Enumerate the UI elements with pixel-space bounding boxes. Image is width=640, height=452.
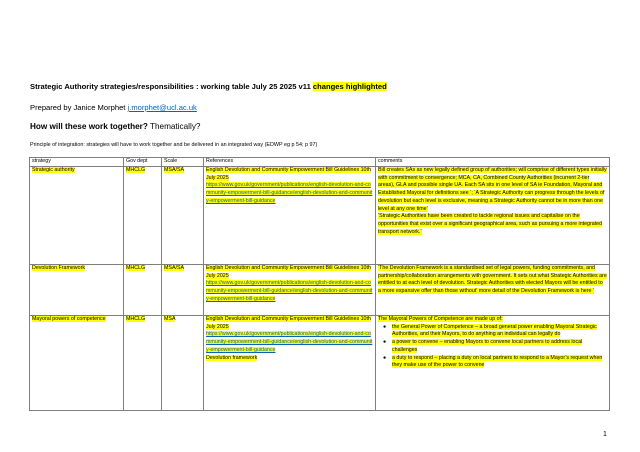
- cell-references: [204, 265, 376, 316]
- bullet-icon: ●: [383, 339, 387, 346]
- table-row: [30, 265, 610, 316]
- ref-title: English Devolution and Community Empowerment Bill Guidelines 10th July 2025: [206, 167, 371, 181]
- comment-bullet-list: [378, 324, 607, 370]
- cell-strategy: Strategic authority: [30, 167, 124, 265]
- ref-title: English Devolution and Community Empowerment Bill Guidelines 10th July 2025: [206, 265, 371, 279]
- table-row: [30, 167, 610, 265]
- ref-extra: Devolution framework: [206, 354, 258, 361]
- bullet-icon: ●: [383, 323, 387, 330]
- cell-strategy: Devolution Framework: [30, 265, 124, 316]
- header-scale: Scale: [162, 158, 204, 167]
- document-title: [30, 82, 387, 91]
- title-highlight: changes highlighted: [312, 82, 387, 91]
- cell-comments: [376, 167, 610, 265]
- ref-title: English Devolution and Community Empowerment Bill Guidelines 10th July 2025: [206, 316, 371, 330]
- ref-link[interactable]: https://www.gov.uk/government/publications/english-devolution-and-community-empowerment-bill-guidance/english-devolution-and-community-empowerment-bill-guidance: [206, 331, 373, 353]
- prepared-by-text: Prepared by Janice Morphet: [30, 103, 128, 112]
- strategies-table: [29, 157, 610, 411]
- ref-link[interactable]: https://www.gov.uk/government/publications/english-devolution-and-community-empowerment-bill-guidance/english-devolution-and-community-empowerment-bill-guidance: [206, 182, 373, 204]
- comment-intro: The Mayoral Powers of Competence are made up of:: [378, 316, 503, 322]
- comment-paragraph: ‘The Devolution Framework is a standardised set of legal powers, funding commitments, and partnership/collaboration arrangements with government. It sets out what Strategic Authorities are entitled to at each level of devolution. Strategic Authorities with elected Mayors will be entitled to a more expansive offer than those without’ more detail of the Devolution Framework is here ‘: [378, 265, 607, 295]
- cell-comments: [376, 265, 610, 316]
- cell-comments: [376, 316, 610, 411]
- table-header-row: [30, 158, 610, 167]
- table-row: [30, 316, 610, 411]
- header-comments: comments: [376, 158, 610, 167]
- cell-dept: MHCLG: [124, 265, 162, 316]
- section-heading-bold: How will these work together?: [30, 122, 148, 131]
- header-gov-dept: Gov dept: [124, 158, 162, 167]
- bullet-icon: ●: [383, 354, 387, 361]
- list-item: ● the General Power of Competence – a broad general power enabling Mayoral Strategic Authorities, and their Mayors, to do anything an individual can legally do: [383, 323, 597, 338]
- cell-strategy: Mayoral powers of competence: [30, 316, 124, 411]
- author-email-link[interactable]: j.morphet@ucl.ac.uk: [127, 103, 197, 112]
- cell-references: [204, 167, 376, 265]
- title-main: Strategic Authority strategies/responsibilities : working table July 25 2025 v11: [30, 82, 313, 91]
- ref-link[interactable]: https://www.gov.uk/government/publications/english-devolution-and-community-empowerment-bill-guidance/english-devolution-and-community-empowerment-bill-guidance: [206, 280, 373, 302]
- prepared-by: [30, 103, 197, 112]
- comment-paragraph: ‘Strategic Authorities have been created to tackle regional issues and capitalise on the opportunities that exist over a significant geographical area, such as pursuing a more integrated transport network.’: [378, 213, 603, 235]
- cell-scale: MSA/SA: [162, 265, 204, 316]
- comment-paragraph: Bill creates SAs as new legally defined group of authorities; will comprise of different types initially with commitment to convergence; MCA, CA, Combined County Authorities (incurrent 2-tier areas), GLA and possible single UA. Each SA sits in one level of SA ie Foundation, Mayoral and Established Mayoral for definitions see ‘; ‘A Strategic Authority can progress through the levels of devolution but each level is exclusive, meaning a Strategic Authority cannot be in more than one level at any one time’: [378, 167, 607, 212]
- cell-scale: MSA/SA: [162, 167, 204, 265]
- cell-dept: MHCLG: [124, 316, 162, 411]
- principle-text: Principle of integration: strategies will have to work together and be delivered in an integrated way (EDWP eg p 54; p 97): [30, 142, 318, 148]
- page-number: 1: [603, 431, 607, 438]
- section-heading: [30, 122, 200, 131]
- header-strategy: strategy: [30, 158, 124, 167]
- header-references: References: [204, 158, 376, 167]
- cell-references: [204, 316, 376, 411]
- cell-dept: MHCLG: [124, 167, 162, 265]
- list-item: ● a duty to respond – placing a duty on local partners to respond to a Mayor’s request when they make use of the power to convene: [383, 354, 603, 369]
- cell-scale: MSA: [162, 316, 204, 411]
- list-item: ● a power to convene – enabling Mayors to convene local partners to address local challenges: [383, 339, 583, 353]
- section-heading-rest: Thematically?: [147, 122, 201, 131]
